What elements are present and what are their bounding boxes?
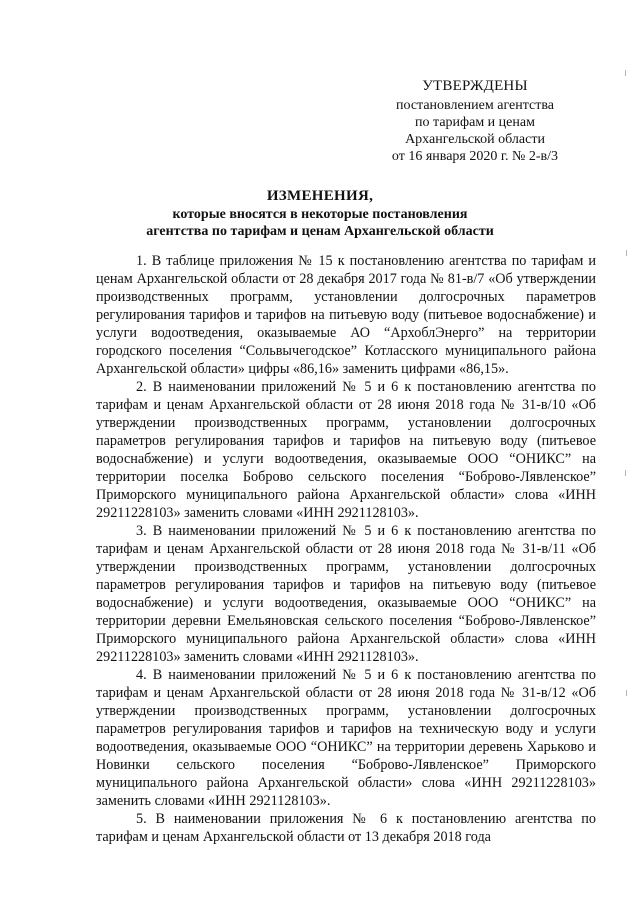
paragraph-2: 2. В наименовании приложений № 5 и 6 к постановлению агентства по тарифам и ценам Архангельской области от 28 июня 2018 года № 31-в/10 «Об утверждении производственных программ, установлении долгосрочных параметров регулирования тарифов и тарифов на питьевую воду (питьевое водоснабжение) и услуги водоотведения, оказываемые ООО “ОНИКС” на территории поселка Боброво сельского поселения “Боброво-Лявленское” Приморского муниципального района Архангельской области» слова «ИНН 29211228103» заменить словами «ИНН 2921128103». [96, 379, 596, 521]
document-title [0, 186, 640, 240]
approval-heading: УТВЕРЖДЕНЫ [422, 78, 528, 94]
paragraph-5: 5. В наименовании приложения № 6 к постановлению агентства по тарифам и ценам Архангельской области от 13 декабря 2018 года [96, 811, 596, 845]
paragraph-3: 3. В наименовании приложений № 5 и 6 к постановлению агентства по тарифам и ценам Архангельской области от 28 июня 2018 года № 31-в/11 «Об утверждении производственных программ, установлении долгосрочных параметров регулирования тарифов и тарифов на питьевую воду (питьевое водоснабжение) и услуги водоотведения, оказываемые ООО “ОНИКС” на территории деревни Емельяновская сельского поселения “Боброво-Лявленское” Приморского муниципального района Архангельской области» слова «ИНН 29211228103» заменить словами «ИНН 2921128103». [96, 523, 596, 665]
scan-artifact [626, 690, 627, 696]
scan-artifact [625, 70, 626, 76]
scan-artifact [625, 470, 626, 476]
approval-block [360, 78, 590, 165]
title-subtitle-line: которые вносятся в некоторые постановления [172, 207, 468, 222]
scan-artifact [626, 250, 627, 256]
paragraph-1: 1. В таблице приложения № 15 к постановлению агентства по тарифам и ценам Архангельской области от 28 декабря 2017 года № 81-в/7 «Об утверждении производственных программ, установлении долгосрочных параметров регулирования тарифов и тарифов на питьевую воду (питьевое водоснабжение) и услуги водоотведения, оказываемые АО “АрхоблЭнерго” на территории городского поселения “Сольвычегодское” Котласского муниципального района Архангельской области» цифры «86,16» заменить цифрами «86,15». [96, 253, 596, 377]
approval-line: постановлением агентства [396, 98, 554, 113]
approval-line: по тарифам и ценам [415, 115, 535, 130]
title-main: ИЗМЕНЕНИЯ, [266, 188, 374, 204]
document-body [96, 252, 596, 846]
title-subtitle-line: агентства по тарифам и ценам Архангельской области [146, 224, 494, 239]
approval-date-line: от 16 января 2020 г. № 2-в/3 [391, 149, 559, 164]
approval-line: Архангельской области [405, 132, 545, 147]
paragraph-4: 4. В наименовании приложений № 5 и 6 к постановлению агентства по тарифам и ценам Архангельской области от 28 июня 2018 года № 31-в/12 «Об утверждении производственных программ, установлении долгосрочных параметров регулирования тарифов и тарифов на техническую воду и услуги водоотведения, оказываемые ООО “ОНИКС” на территории деревень Харьково и Новинки сельского поселения “Боброво-Лявленское” Приморского муниципального района Архангельской области» слова «ИНН 29211228103» заменить словами «ИНН 2921128103». [96, 667, 596, 809]
